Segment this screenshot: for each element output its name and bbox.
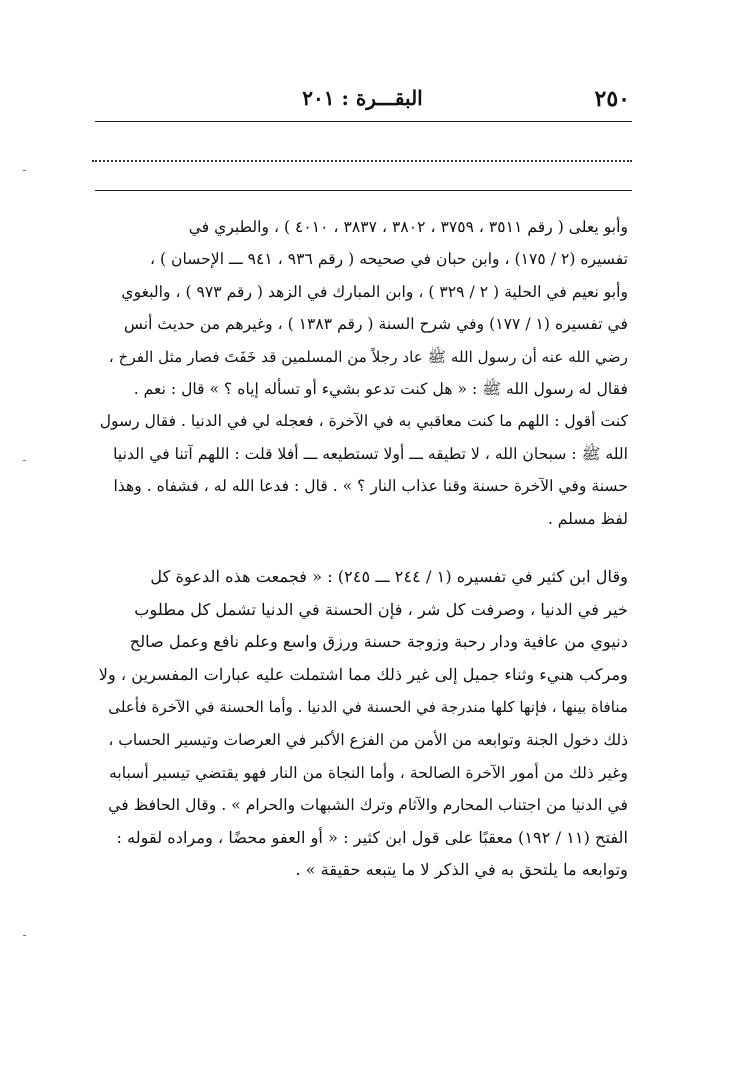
margin-mark bbox=[23, 170, 26, 171]
text-line: لفظ مسلم . bbox=[547, 509, 628, 528]
text-line: وقال ابن كثير في تفسيره (١ / ٢٤٤ ـــ ٢٤٥) : « فجمعت هذه الدعوة كل bbox=[150, 567, 628, 586]
text-line: منافاة بينها ، فإنها كلها مندرجة في الحسنة في الدنيا . وأما الحسنة في الآخرة فأعلى bbox=[108, 698, 628, 717]
text-line: الله ﷺ : سبحان الله ، لا تطيقه ـــ أولا تستطيعه ـــ أفلا قلت : اللهم آتنا في الدنيا bbox=[113, 444, 628, 463]
commentary-paragraph bbox=[98, 561, 628, 887]
running-title: البقـــرة : ٢٠١ bbox=[302, 86, 423, 110]
text-line: دنيوي من عافية ودار رحبة وزوجة حسنة ورزق واسع وعلم نافع وعمل صالح bbox=[129, 632, 628, 652]
page-header bbox=[95, 86, 630, 116]
text-line: ذلك دخول الجنة وتوابعه من الأمن من الفزع الأكبر في العرصات وتيسير الحساب ، bbox=[108, 730, 628, 749]
dotted-separator bbox=[92, 160, 632, 162]
footnote-paragraph bbox=[98, 211, 628, 535]
text-line: ومركب هنيء وثناء جميل إلى غير ذلك مما اشتملت عليه عبارات المفسرين ، ولا bbox=[98, 664, 628, 684]
header-rule bbox=[95, 121, 632, 122]
text-line: خير في الدنيا ، وصرفت كل شر ، فإن الحسنة في الدنيا تشمل كل مطلوب bbox=[134, 599, 628, 619]
text-line: كنت أقول : اللهم ما كنت معاقبي به في الآخرة ، فعجله لي في الدنيا . فقال رسول bbox=[99, 412, 628, 431]
text-line: فقال له رسول الله ﷺ : « هل كنت تدعو بشيء أو تسأله إياه ؟ » قال : نعم . bbox=[133, 379, 628, 398]
text-line: في تفسيره (١ / ١٧٧) وفي شرح السنة ( رقم ١٣٨٣ ) ، وغيرهم من حديث أنس bbox=[123, 315, 628, 334]
margin-mark bbox=[23, 460, 26, 461]
margin-mark bbox=[23, 935, 26, 936]
text-line: وتوابعه ما يلتحق به في الذكر لا ما يتبعه حقيقة » . bbox=[295, 860, 628, 880]
text-line: في الدنيا من اجتناب المحارم والآثام وترك الشبهات والحرام » . وقال الحافظ في bbox=[108, 795, 628, 815]
text-line: رضي الله عنه أن رسول الله ﷺ عاد رجلاً من المسلمين قد خَفَتَ فصار مثل الفرخ ، bbox=[108, 347, 628, 366]
text-line: وأبو يعلى ( رقم ٣٥١١ ، ٣٧٥٩ ، ٣٨٠٢ ، ٣٨٣٧ ، ٤٠١٠ ) ، والطبري في bbox=[188, 218, 628, 236]
text-line: تفسيره (٢ / ١٧٥) ، وابن حبان في صحيحه ( رقم ٩٣٦ ، ٩٤١ ـــ الإحسان ) ، bbox=[150, 250, 628, 269]
text-line: حسنة وفي الآخرة حسنة وقنا عذاب النار ؟ » . قال : فدعا الله له ، فشفاه . وهذا bbox=[113, 477, 628, 496]
text-line: وغير ذلك من أمور الآخرة الصالحة ، وأما النجاة من النار فهو يقتضي تيسير أسبابه bbox=[108, 762, 628, 782]
section-rule bbox=[95, 190, 632, 191]
text-line: وأبو نعيم في الحلية ( ٢ / ٣٢٩ ) ، وابن المبارك في الزهد ( رقم ٩٧٣ ) ، والبغوي bbox=[121, 282, 628, 301]
page-number: ٢٥٠ bbox=[594, 86, 630, 112]
text-line: الفتح (١١ / ١٩٢) معقبًا على قول ابن كثير : « أو العفو محضًا ، ومراده لقوله : bbox=[116, 827, 628, 847]
